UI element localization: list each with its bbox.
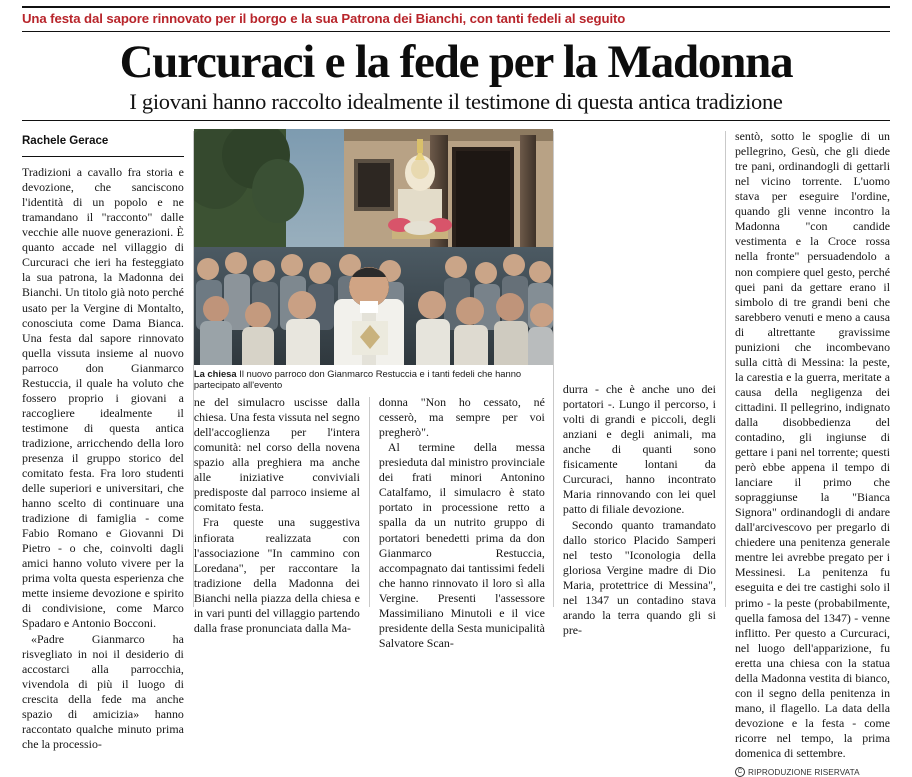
subhead-rule [22,120,890,121]
copyright-notice [735,767,890,777]
paragraph: Al termine della messa presieduta dal ministro provinciale dei frati minori Antonino Catalfamo, il simulacro è stato portato in processione retto a spalla da un nutrito gruppo di portatori benedetti prima da don Gianmarco Restuccia, accompagnato dai tantissimi fedeli che hanno rinnovato il loro sì alla Vergine. Presenti l'assessore Massimiliano Minutoli e il vice presidente della Sesta municipalità Salvatore Scan- [378,440,545,650]
paragraph: Secondo quanto tramandato dallo storico Placido Samperi nel testo "Iconologia della gloriosa Vergine madre di Dio Maria, protettrice di Messina", nel 1347 un contadino stava arando la terra quando gli si pre- [562,517,716,637]
article-photo [194,129,553,365]
photo-illustration [194,129,553,365]
article-column-5 [726,129,891,777]
caption-lead: La chiesa [193,367,237,379]
photo-and-columns [193,129,553,650]
article-column-3 [370,395,545,650]
kicker-rule [22,31,890,32]
caption-text: Il nuovo parroco don Gianmarco Restuccia e i tanti fedeli che hanno partecipato all'evento [193,367,522,391]
copyright-text: RIPRODUZIONE RISERVATA [747,767,860,777]
columns-under-photo [193,395,553,650]
byline: Rachele Gerace [22,135,109,148]
byline-rule [22,156,184,157]
paragraph: «Padre Gianmarco ha risvegliato in noi il desiderio di accostarci alla parrocchia, vivendola di più il luogo di crescita della fede ma anche spazio di amicizia» hanno raccontato qualche minuto prima che la processio- [22,631,184,751]
article-column-4 [554,129,725,637]
article-column-2 [193,395,369,635]
photo-caption [194,365,553,392]
paragraph: donna "Non ho cessato, né cesserò, ma sempre per voi pregherò". [378,395,545,440]
article-column-1 [22,129,193,751]
newspaper-page [0,6,912,777]
paragraph: ne del simulacro uscisse dalla chiesa. Una festa vissuta nel segno dell'accoglienza per l'intera comunità: nel corso della novena spazio alla preghiera ma anche alle iniziative conviviali predisposte dal parroco insieme al comitato festa. [193,395,360,515]
subheadline: I giovani hanno raccolto idealmente il testimone di questa antica tradizione [129,89,783,115]
paragraph: Tradizioni a cavallo fra storia e devozione, che sanciscono l'identità di un popolo e ne tramandano il "racconto" dalle vecchie alle nuove generazioni. È quanto accade nel villaggio di Curcuraci che ieri ha festeggiato la sua patrona, la Madonna dei Bianchi. Un titolo già noto perché usato per la Vergine di Montalto, conosciuta come Dama Bianca. Una festa dal sapore rinnovato quella vissuta insieme al nuovo parroco don Gianmarco Restuccia, il quale ha voluto che fossero proprio i giovani a raccogliere idealmente il testimone di questa antica tradizione, arricchendo della loro presenza il gruppo storico del comitato festa. Fra loro studenti delle superiori e universitari, che hanno scelto di continuare una tradizione di famiglia - come Fabio Romano e Giovanni Di Pietro - o che, coinvolti dagli amici hanno voluto vivere per la prima volta questa esperienza che mette insieme devozione e spirito di condivisione, come Marco Spadaro e Antonio Bocconi. [22,165,184,631]
article-body [22,129,891,777]
page-title: Curcuraci e la fede per la Madonna [119,35,793,88]
paragraph: durra - che è anche uno dei portatori -. Lungo il percorso, i volti di grandi e piccoli, degli anziani e degli animali, ma anche di quanti sono fisicamente lontani da Curcuraci, hanno incontrato Maria rinnovando con lei quel patto di filiale devozione. [562,382,716,517]
kicker-text: Una festa dal sapore rinnovato per il borgo e la sua Patrona dei Bianchi, con tanti fedeli al seguito [22,11,626,26]
paragraph: Fra queste una suggestiva infiorata realizzata con l'associazione "In cammino con Loredana", per raccontare la tradizione della Madonna dei Bianchi nella piazza della chiesa e in vari punti del villaggio partendo dalla frase pronunciata dalla Ma- [193,515,360,635]
copyright-icon: C [735,767,745,777]
paragraph: sentò, sotto le spoglie di un pellegrino, Gesù, che gli diede tre pani, ordinandogli di gettarli nel vicino torrente. L'uomo stava per eseguire l'ordine, quando gli venne incontro la Madonna "con candide vestimenta e la Croce rossa nella fronte" persuadendolo a non compiere quel gesto, perché quei pani da gettare erano il simbolo di tre grandi beni che sarebbero venuti e meno a causa di altrettante gravissime punizioni che incombevano sulla città di Messina: la peste, la carestia e la guerra, meritate a causa della negligenza dei cittadini. Il pellegrino, indignato dalla disobbedienza del contadino, gli ingiunse di gettare i pani nel torrente; questi però ebbe appena il tempo di lanciare il primo che sopraggiunse la "Bianca Signora" ordinandogli di andare dall'arcivescovo per pregarlo di chiedere una penitenza generale mentre lei avrebbe pregato per i Messinesi. La penitenza fu eseguita e dei tre castighi solo il primo - la peste (probabilmente, quella famosa del 1347) - venne inflitto. Per questo a Curcuraci, nel luogo dell'apparizione, fu eretta una chiesa con la statua della Madonna vestita di bianco, con il segno della penitenza in mano, il flagello. La data della devozione e la festa - come ricorre nel tempo, la prima domenica di settembre. [734,129,891,760]
